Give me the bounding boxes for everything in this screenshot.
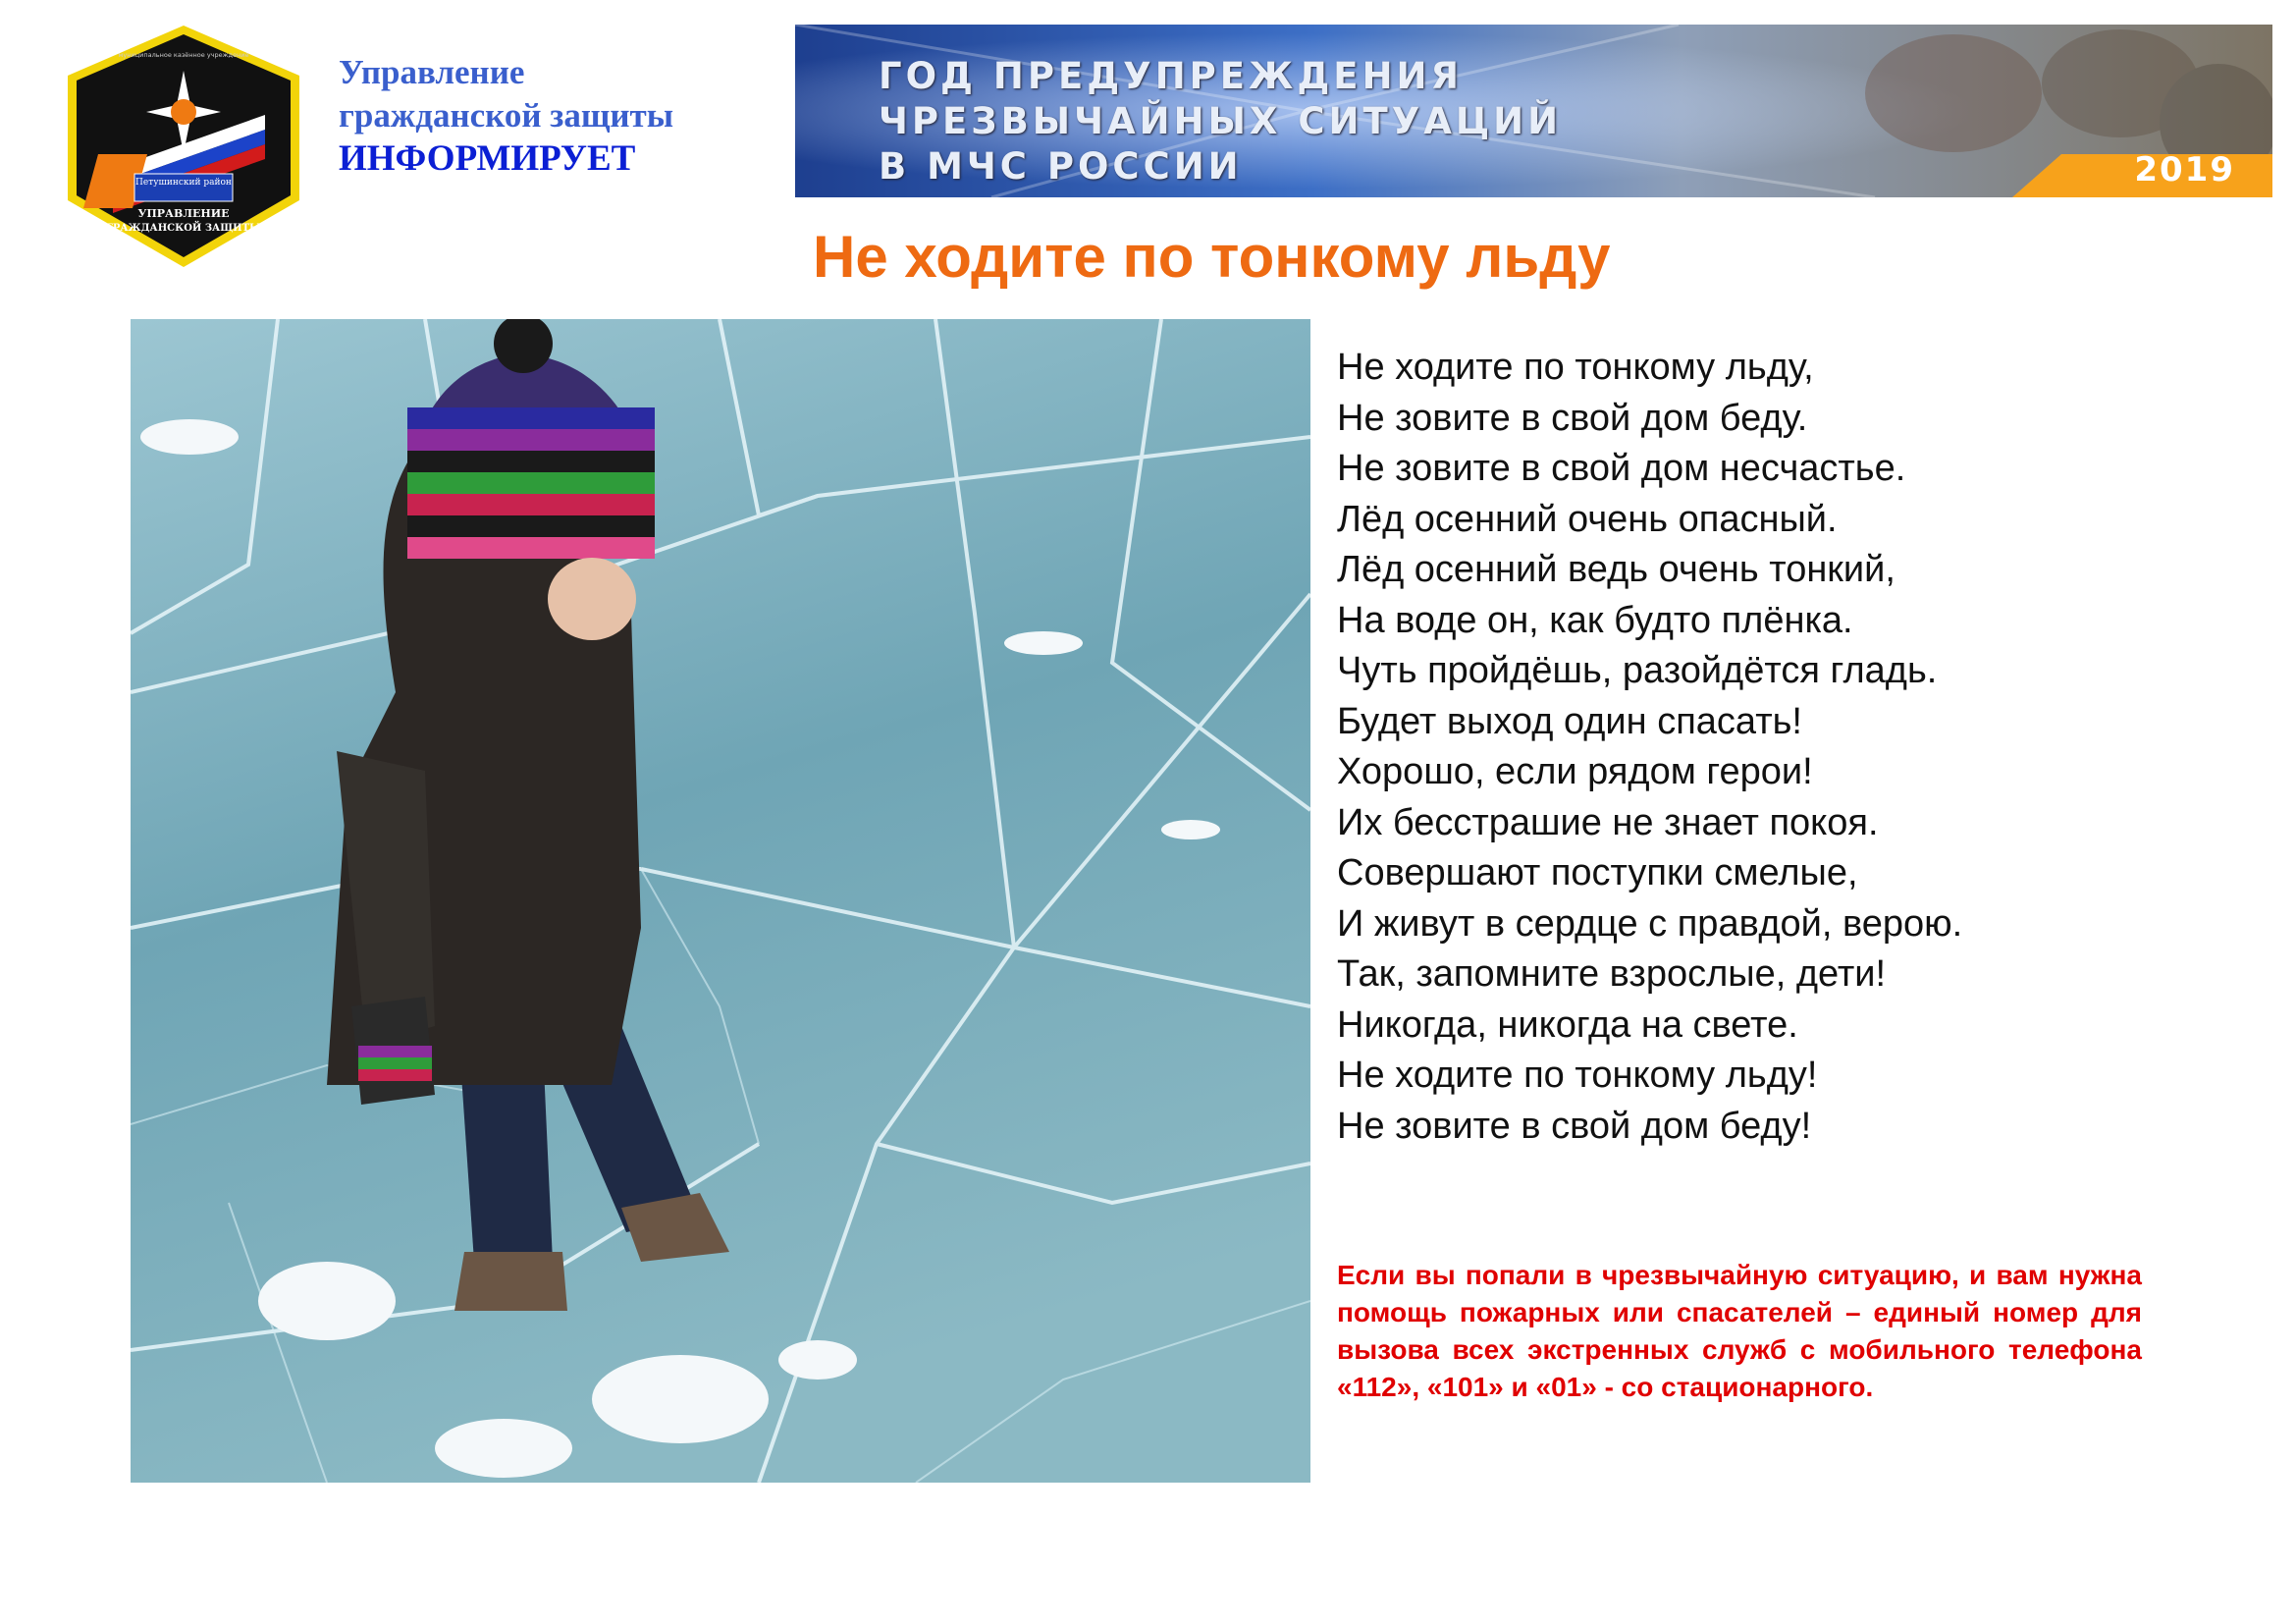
banner	[795, 25, 2272, 197]
poem-line: Будет выход один спасать!	[1337, 700, 1802, 742]
poem-line: Лёд осенний ведь очень тонкий,	[1337, 549, 1896, 590]
poem-line: Не зовите в свой дом несчастье.	[1337, 448, 1906, 489]
poem-line: На воде он, как будто плёнка.	[1337, 599, 1853, 641]
banner-heading	[879, 54, 1562, 189]
banner-line-3: В МЧС РОССИИ	[879, 145, 1243, 188]
poem-line: Их бесстрашие не знает покоя.	[1337, 801, 1879, 843]
poem-line: Лёд осенний очень опасный.	[1337, 498, 1838, 540]
poem-line: Совершают поступки смелые,	[1337, 852, 1858, 893]
poem-line: Не ходите по тонкому льду,	[1337, 347, 1814, 388]
poem-line: Хорошо, если рядом герои!	[1337, 751, 1813, 792]
org-line-1: Управление	[339, 53, 525, 91]
org-line-2: гражданской защиты	[339, 96, 674, 135]
org-header	[339, 51, 673, 181]
poem-line: Так, запомните взрослые, дети!	[1337, 953, 1887, 995]
banner-line-1: ГОД ПРЕДУПРЕЖДЕНИЯ	[879, 55, 1464, 97]
poem-line: Чуть пройдёшь, разойдётся гладь.	[1337, 650, 1938, 691]
poem-line: Не зовите в свой дом беду!	[1337, 1105, 1812, 1147]
emblem-ribbon-text: Петушинский район	[135, 178, 232, 188]
poem-line: И живут в сердце с правдой, верою.	[1337, 902, 1963, 945]
child-on-ice-photo	[131, 319, 1310, 1483]
banner-line-2: ЧРЕЗВЫЧАЙНЫХ СИТУАЦИЙ	[879, 100, 1563, 142]
emblem-text-line1: УПРАВЛЕНИЕ	[137, 207, 230, 220]
emblem-text-top: муниципальное казённое учреждение	[118, 51, 249, 59]
banner-year: 2019	[2134, 150, 2235, 189]
emergency-note: Если вы попали в чрезвычайную ситуацию, и вам нужна помощь пожарных или спасателей – единый номер для вызова всех экстренных служб с мобильного телефона «112», «101» и «01» - со стационарного.	[1337, 1260, 2142, 1402]
poem-line: Не ходите по тонкому льду!	[1337, 1055, 1818, 1096]
poem-line: Никогда, никогда на свете.	[1337, 1003, 1798, 1046]
poem	[1337, 343, 1962, 1152]
page-title: Не ходите по тонкому льду	[813, 224, 1611, 290]
poem-line: Не зовите в свой дом беду.	[1337, 397, 1808, 439]
emblem-text-line2: ГРАЖДАНСКОЙ ЗАЩИТЫ	[105, 223, 262, 234]
org-line-3: ИНФОРМИРУЕТ	[339, 138, 636, 179]
emblem-logo	[54, 22, 314, 272]
